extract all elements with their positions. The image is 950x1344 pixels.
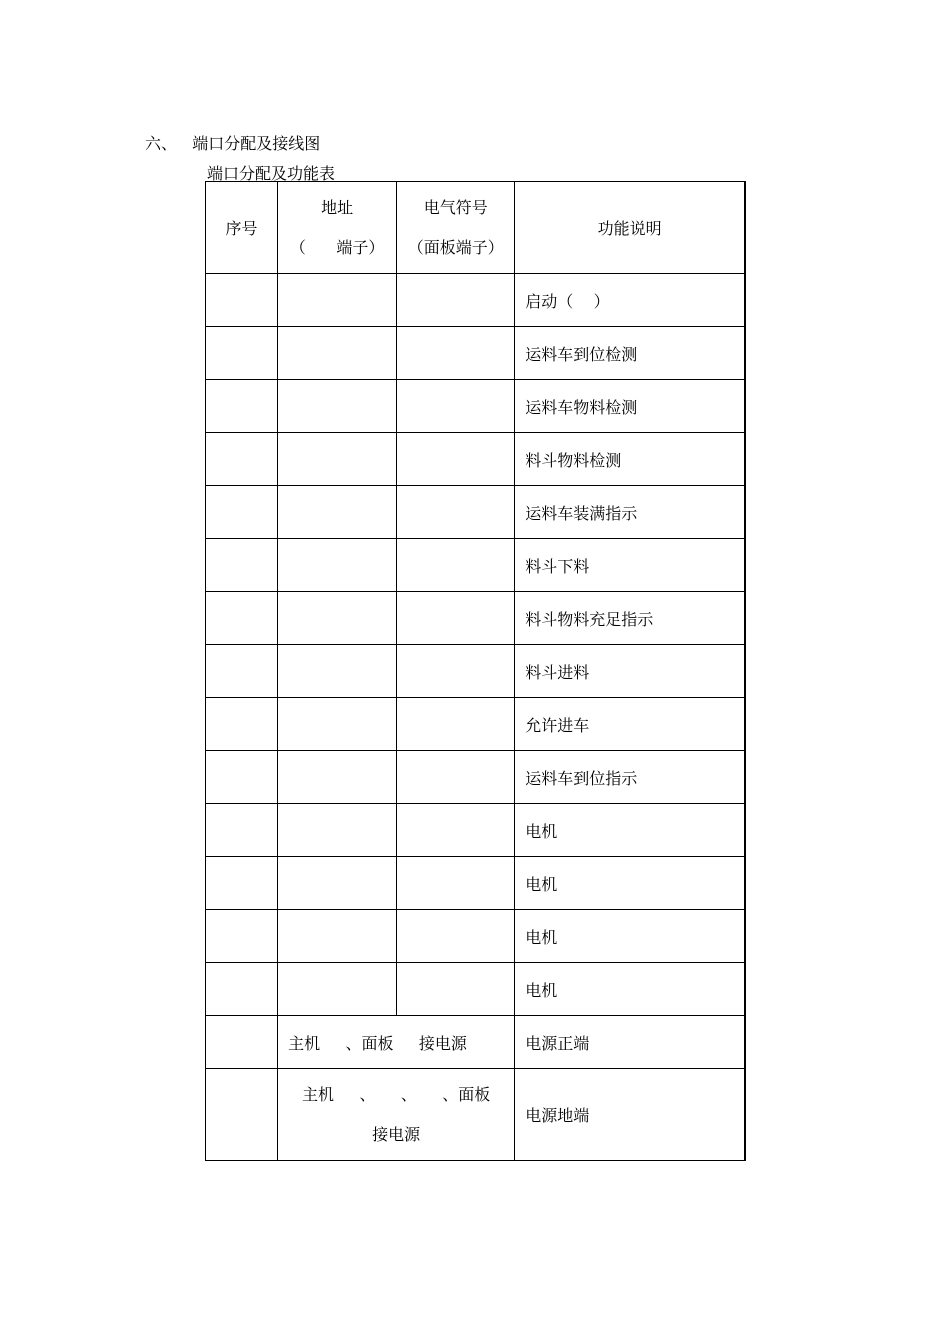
cell-symbol	[397, 910, 515, 963]
table-row	[206, 380, 746, 433]
cell-function: 运料车物料检测	[515, 380, 745, 433]
cell-seq	[206, 1069, 278, 1161]
cell-function: 料斗物料充足指示	[515, 592, 745, 645]
port-assignment-table	[205, 181, 746, 1161]
cell-symbol	[397, 327, 515, 380]
cell-address	[278, 380, 397, 433]
cell-function: 允许进车	[515, 698, 745, 751]
header-symbol-line1: 电气符号	[423, 197, 488, 217]
cell-seq	[206, 486, 278, 539]
table-row	[206, 857, 746, 910]
table-row	[206, 486, 746, 539]
cell-seq	[206, 910, 278, 963]
cell-function: 料斗进料	[515, 645, 745, 698]
table-row	[206, 804, 746, 857]
cell-wiring	[278, 1069, 515, 1161]
cell-seq	[206, 857, 278, 910]
cell-address	[278, 274, 397, 327]
section-heading: 六、 端口分配及接线图	[145, 134, 321, 153]
cell-seq	[206, 539, 278, 592]
cell-seq	[206, 751, 278, 804]
table-row	[206, 592, 746, 645]
cell-symbol	[397, 486, 515, 539]
table-row	[206, 327, 746, 380]
cell-address	[278, 804, 397, 857]
cell-symbol	[397, 433, 515, 486]
power-positive-row	[206, 1016, 746, 1069]
cell-seq	[206, 274, 278, 327]
cell-address	[278, 433, 397, 486]
cell-function: 运料车到位指示	[515, 751, 745, 804]
cell-seq	[206, 963, 278, 1016]
cell-wiring-line2: 接电源	[372, 1124, 421, 1144]
cell-address	[278, 327, 397, 380]
table-row	[206, 698, 746, 751]
header-address	[278, 182, 397, 274]
cell-address	[278, 910, 397, 963]
cell-symbol	[397, 804, 515, 857]
power-ground-row	[206, 1069, 746, 1161]
cell-seq	[206, 645, 278, 698]
table-row	[206, 274, 746, 327]
cell-symbol	[397, 963, 515, 1016]
cell-function: 料斗下料	[515, 539, 745, 592]
table-row	[206, 645, 746, 698]
header-function: 功能说明	[515, 182, 745, 274]
cell-seq	[206, 592, 278, 645]
cell-symbol	[397, 592, 515, 645]
cell-seq	[206, 380, 278, 433]
cell-function: 电机	[515, 963, 745, 1016]
cell-address	[278, 751, 397, 804]
cell-function: 电源地端	[515, 1069, 745, 1161]
cell-wiring-line1: 主机 、 、 、面板	[302, 1084, 491, 1104]
table-row	[206, 963, 746, 1016]
cell-address	[278, 592, 397, 645]
cell-symbol	[397, 539, 515, 592]
header-address-line1: 地址	[321, 197, 354, 217]
table-caption: 端口分配及功能表	[207, 164, 336, 183]
table-row	[206, 539, 746, 592]
header-seq: 序号	[206, 182, 278, 274]
cell-address	[278, 857, 397, 910]
cell-seq	[206, 804, 278, 857]
header-symbol-line2: （面板端子）	[407, 237, 504, 257]
cell-wiring: 主机 、面板 接电源	[278, 1016, 515, 1069]
table-header-row	[206, 182, 746, 274]
cell-address	[278, 645, 397, 698]
cell-function: 启动（ ）	[515, 274, 745, 327]
header-symbol	[397, 182, 515, 274]
cell-function: 运料车到位检测	[515, 327, 745, 380]
cell-function: 电机	[515, 804, 745, 857]
cell-function: 电机	[515, 910, 745, 963]
cell-symbol	[397, 380, 515, 433]
cell-seq	[206, 433, 278, 486]
cell-function: 电机	[515, 857, 745, 910]
cell-function: 电源正端	[515, 1016, 745, 1069]
table-row	[206, 751, 746, 804]
cell-seq	[206, 1016, 278, 1069]
cell-function: 料斗物料检测	[515, 433, 745, 486]
cell-seq	[206, 698, 278, 751]
header-address-line2: （ 端子）	[289, 237, 385, 257]
cell-symbol	[397, 274, 515, 327]
cell-function: 运料车装满指示	[515, 486, 745, 539]
cell-symbol	[397, 857, 515, 910]
cell-address	[278, 963, 397, 1016]
table-row	[206, 433, 746, 486]
cell-address	[278, 698, 397, 751]
cell-symbol	[397, 645, 515, 698]
table-row	[206, 910, 746, 963]
cell-address	[278, 486, 397, 539]
cell-symbol	[397, 751, 515, 804]
cell-address	[278, 539, 397, 592]
cell-symbol	[397, 698, 515, 751]
cell-seq	[206, 327, 278, 380]
